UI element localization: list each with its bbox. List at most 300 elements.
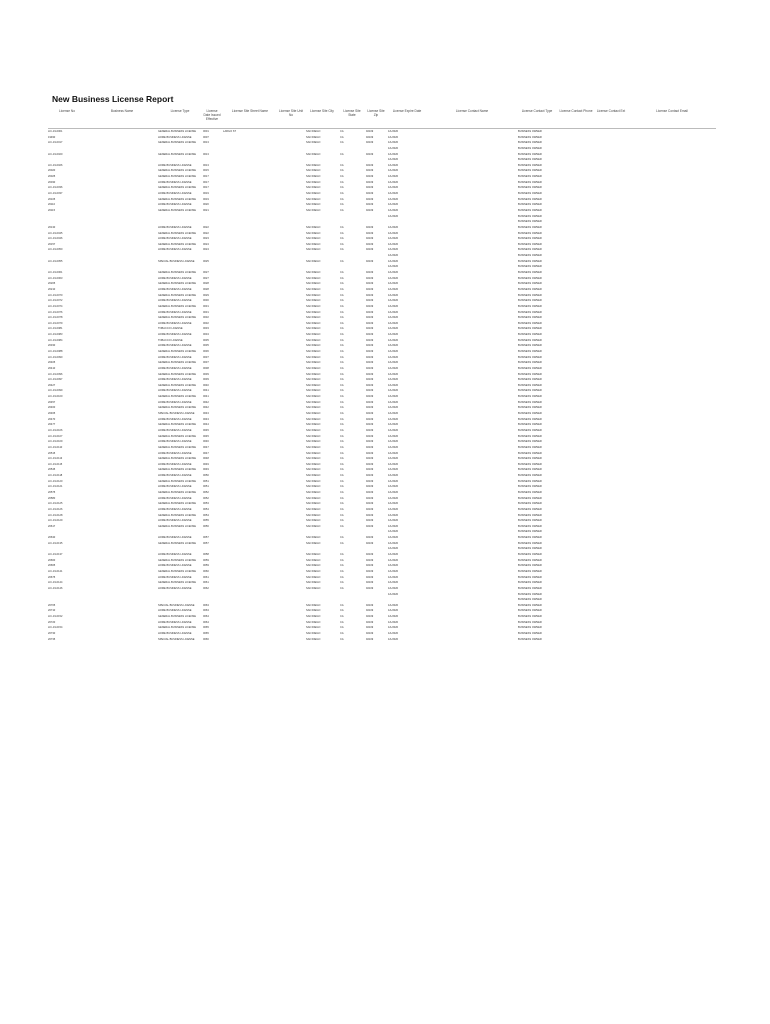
table-cell: 1/1/2020: [388, 316, 399, 320]
table-cell: 0048: [203, 457, 209, 461]
table-cell: SAN DIEGO: [306, 304, 321, 308]
table-cell: 1/1/2020: [388, 524, 399, 528]
table-cell: LIC-19-0017: [48, 141, 63, 145]
table-cell: 20330: [48, 344, 56, 348]
table-cell: 92109: [366, 225, 374, 229]
table-cell: BUSINESS OWNER: [518, 581, 542, 585]
table-cell: BUSINESS OWNER: [518, 496, 542, 500]
table-cell: 0065: [203, 626, 209, 630]
table-cell: BUSINESS OWNER: [518, 502, 542, 506]
table-cell: 20410: [48, 366, 56, 370]
table-cell: SAN DIEGO: [306, 524, 321, 528]
table-cell: 20710: [48, 609, 56, 613]
table-cell: GENERAL BUSINESS LICENSE: [158, 349, 196, 353]
table-cell: 0039: [203, 378, 209, 382]
table-cell: SAN DIEGO: [306, 632, 321, 636]
table-cell: 20705: [48, 603, 56, 607]
table-cell: SAN DIEGO: [306, 445, 321, 449]
table-cell: BUSINESS OWNER: [518, 254, 542, 258]
table-cell: CA: [340, 237, 344, 241]
table-cell: 20630: [48, 536, 56, 540]
table-cell: HOME BUSINESS LICENSE: [158, 428, 192, 432]
table-cell: BUSINESS OWNER: [518, 186, 542, 190]
table-cell: BUSINESS OWNER: [518, 598, 542, 602]
table-cell: SAN DIEGO: [306, 378, 321, 382]
table-cell: BUSINESS OWNER: [518, 513, 542, 517]
table-cell: LIC-19-0137: [48, 553, 63, 557]
table-cell: 1/1/2020: [388, 553, 399, 557]
table-cell: CA: [340, 333, 344, 337]
table-cell: CA: [340, 248, 344, 252]
table-cell: SPECIAL BUSINESS LICENSE: [158, 637, 195, 641]
table-cell: CA: [340, 541, 344, 545]
table-cell: BUSINESS OWNER: [518, 271, 542, 275]
column-header: License Site Zip: [367, 109, 385, 117]
table-cell: LIC-19-0141: [48, 569, 63, 573]
table-cell: 92109: [366, 536, 374, 540]
table-cell: 0037: [203, 361, 209, 365]
table-cell: BUSINESS OWNER: [518, 603, 542, 607]
table-cell: 1/1/2020: [388, 609, 399, 613]
table-cell: CA: [340, 468, 344, 472]
table-cell: SAN DIEGO: [306, 581, 321, 585]
table-cell: 1/1/2020: [388, 259, 399, 263]
table-cell: 0017: [203, 180, 209, 184]
table-cell: 1/1/2020: [388, 299, 399, 303]
table-cell: 1/1/2020: [388, 389, 399, 393]
table-cell: 92109: [366, 474, 374, 478]
table-cell: SAN DIEGO: [306, 564, 321, 568]
table-cell: 92109: [366, 383, 374, 387]
table-cell: LIC-19-0118: [48, 474, 63, 478]
table-cell: 1/1/2020: [388, 434, 399, 438]
table-cell: HOME BUSINESS LICENSE: [158, 519, 192, 523]
table-cell: SAN DIEGO: [306, 417, 321, 421]
table-cell: CA: [340, 203, 344, 207]
column-header: License Site City: [310, 109, 334, 113]
table-cell: 0049: [203, 462, 209, 466]
table-cell: GENERAL BUSINESS LICENSE: [158, 457, 196, 461]
column-header: License Expire Date: [392, 109, 422, 113]
table-cell: SPECIAL BUSINESS LICENSE: [158, 412, 195, 416]
table-cell: 1/1/2020: [388, 282, 399, 286]
table-cell: BUSINESS OWNER: [518, 214, 542, 218]
column-header: License Type: [170, 109, 190, 113]
table-cell: GENERAL BUSINESS LICENSE: [158, 361, 196, 365]
table-cell: SAN DIEGO: [306, 276, 321, 280]
table-cell: 92109: [366, 395, 374, 399]
table-cell: LIC-19-0128: [48, 513, 63, 517]
table-cell: CA: [340, 575, 344, 579]
table-cell: 0054: [203, 507, 209, 511]
table-cell: 0043: [203, 417, 209, 421]
table-cell: SAN DIEGO: [306, 192, 321, 196]
table-cell: 1/1/2020: [388, 378, 399, 382]
table-cell: TOBACCO LICENSE: [158, 327, 183, 331]
table-cell: 0022: [203, 231, 209, 235]
table-cell: 92109: [366, 479, 374, 483]
table-cell: BUSINESS OWNER: [518, 383, 542, 387]
table-cell: BUSINESS OWNER: [518, 530, 542, 534]
table-cell: CA: [340, 175, 344, 179]
table-cell: BUSINESS OWNER: [518, 316, 542, 320]
table-cell: BUSINESS OWNER: [518, 586, 542, 590]
table-cell: 20130: [48, 225, 56, 229]
table-cell: CA: [340, 406, 344, 410]
table-cell: 0052: [203, 491, 209, 494]
table-cell: 92109: [366, 299, 374, 303]
table-cell: HOME BUSINESS LICENSE: [158, 609, 192, 613]
table-cell: HOME BUSINESS LICENSE: [158, 536, 192, 540]
table-cell: 92109: [366, 338, 374, 342]
table-cell: HOME BUSINESS LICENSE: [158, 366, 192, 370]
table-cell: SAN DIEGO: [306, 423, 321, 427]
table-cell: 0013: [203, 163, 209, 167]
table-cell: 1/1/2020: [388, 197, 399, 201]
table-cell: 1/1/2020: [388, 192, 399, 196]
table-cell: 1/1/2020: [388, 327, 399, 331]
table-cell: HOME BUSINESS LICENSE: [158, 564, 192, 568]
table-cell: 92109: [366, 271, 374, 275]
table-cell: SAN DIEGO: [306, 355, 321, 359]
table-cell: BUSINESS OWNER: [518, 282, 542, 286]
table-cell: 1/1/2020: [388, 208, 399, 212]
table-cell: SAN DIEGO: [306, 135, 321, 139]
table-cell: BUSINESS OWNER: [518, 417, 542, 421]
table-cell: 92109: [366, 237, 374, 241]
table-cell: 0037: [203, 355, 209, 359]
table-cell: HOME BUSINESS LICENSE: [158, 310, 192, 314]
table-cell: 1/1/2020: [388, 271, 399, 275]
table-cell: HOME BUSINESS LICENSE: [158, 355, 192, 359]
table-cell: 0031: [203, 310, 209, 314]
table-cell: GENERAL BUSINESS LICENSE: [158, 615, 196, 619]
table-cell: SAN DIEGO: [306, 457, 321, 461]
table-cell: HOME BUSINESS LICENSE: [158, 135, 192, 139]
table-cell: 1/1/2020: [388, 626, 399, 630]
table-cell: 1/1/2020: [388, 231, 399, 235]
table-cell: 0045: [203, 428, 209, 432]
table-cell: 20110: [48, 203, 56, 207]
table-cell: 1/1/2020: [388, 592, 399, 596]
table-cell: LIC-19-0061: [48, 271, 63, 275]
table-cell: HOME BUSINESS LICENSE: [158, 575, 192, 579]
table-cell: BUSINESS OWNER: [518, 406, 542, 410]
table-cell: 1/1/2020: [388, 428, 399, 432]
table-cell: BUSINESS OWNER: [518, 355, 542, 359]
table-cell: 92109: [366, 163, 374, 167]
table-cell: 0064: [203, 620, 209, 624]
table-cell: 1/1/2020: [388, 575, 399, 579]
table-cell: CA: [340, 355, 344, 359]
table-cell: LIC-19-0046: [48, 237, 63, 241]
table-cell: 92109: [366, 575, 374, 579]
table-cell: 0049: [203, 468, 209, 472]
table-cell: BUSINESS OWNER: [518, 287, 542, 291]
table-cell: 1/1/2020: [388, 558, 399, 562]
table-cell: CA: [340, 338, 344, 342]
table-cell: 0050: [203, 474, 209, 478]
table-cell: HOME BUSINESS LICENSE: [158, 440, 192, 444]
table-cell: LIC-19-0120: [48, 479, 63, 483]
table-cell: 0017: [203, 175, 209, 179]
table-cell: CA: [340, 445, 344, 449]
table-cell: GENERAL BUSINESS LICENSE: [158, 372, 196, 376]
table-cell: HOME BUSINESS LICENSE: [158, 344, 192, 348]
table-cell: 1/1/2020: [388, 169, 399, 173]
table-cell: 0023: [203, 237, 209, 241]
table-cell: BUSINESS OWNER: [518, 462, 542, 466]
table-cell: LARGO ST: [223, 130, 237, 133]
table-cell: 92109: [366, 428, 374, 432]
table-cell: BUSINESS OWNER: [518, 361, 542, 365]
table-cell: 20515: [48, 451, 56, 455]
table-cell: SAN DIEGO: [306, 180, 321, 184]
table-cell: BUSINESS OWNER: [518, 445, 542, 449]
table-cell: GENERAL BUSINESS LICENSE: [158, 197, 196, 201]
column-header: License Contact Ext: [596, 109, 626, 113]
table-cell: CA: [340, 620, 344, 624]
table-cell: BUSINESS OWNER: [518, 203, 542, 207]
table-cell: BUSINESS OWNER: [518, 304, 542, 308]
table-cell: 0055: [203, 519, 209, 523]
table-cell: 0044: [203, 423, 209, 427]
table-cell: BUSINESS OWNER: [518, 389, 542, 393]
table-cell: LIC-19-0110: [48, 445, 63, 449]
table-cell: SAN DIEGO: [306, 575, 321, 579]
table-cell: CA: [340, 389, 344, 393]
table-cell: SAN DIEGO: [306, 197, 321, 201]
table-cell: SAN DIEGO: [306, 361, 321, 365]
table-cell: 92109: [366, 507, 374, 511]
table-cell: LIC-19-0144: [48, 581, 63, 585]
table-cell: BUSINESS OWNER: [518, 299, 542, 303]
table-cell: SAN DIEGO: [306, 462, 321, 466]
table-cell: BUSINESS OWNER: [518, 259, 542, 263]
table-cell: HOME BUSINESS LICENSE: [158, 225, 192, 229]
table-cell: 1/1/2020: [388, 440, 399, 444]
table-cell: LIC-19-0106: [48, 428, 63, 432]
table-cell: CA: [340, 412, 344, 416]
table-cell: CA: [340, 524, 344, 528]
table-cell: BUSINESS OWNER: [518, 609, 542, 613]
table-cell: GENERAL BUSINESS LICENSE: [158, 524, 196, 528]
table-cell: CA: [340, 349, 344, 353]
table-cell: LIC-19-0107: [48, 434, 63, 438]
table-cell: CA: [340, 231, 344, 235]
table-cell: LIC-19-0135: [48, 541, 63, 545]
table-cell: SAN DIEGO: [306, 299, 321, 303]
table-cell: BUSINESS OWNER: [518, 457, 542, 461]
table-cell: GENERAL BUSINESS LICENSE: [158, 169, 196, 173]
table-cell: 1/1/2020: [388, 276, 399, 280]
table-cell: 1/1/2020: [388, 225, 399, 229]
table-cell: BUSINESS OWNER: [518, 485, 542, 489]
table-cell: HOME BUSINESS LICENSE: [158, 474, 192, 478]
table-cell: BUSINESS OWNER: [518, 440, 542, 444]
table-cell: 92109: [366, 310, 374, 314]
table-cell: SAN DIEGO: [306, 282, 321, 286]
table-cell: 1/1/2020: [388, 163, 399, 167]
table-cell: 20157: [48, 242, 56, 246]
table-cell: 92109: [366, 141, 374, 145]
table-cell: 20020: [48, 169, 56, 173]
table-cell: LIC-19-0081: [48, 327, 63, 331]
table-cell: 1/1/2020: [388, 349, 399, 353]
table-cell: 0058: [203, 553, 209, 557]
table-cell: LIC-19-0121: [48, 485, 63, 489]
table-cell: 20025: [48, 175, 56, 179]
table-cell: 92109: [366, 423, 374, 427]
table-cell: 0020: [203, 203, 209, 207]
table-cell: BUSINESS OWNER: [518, 412, 542, 416]
table-cell: SAN DIEGO: [306, 349, 321, 353]
table-cell: 92109: [366, 378, 374, 382]
table-cell: BUSINESS OWNER: [518, 400, 542, 404]
table-cell: LIC-19-0055: [48, 259, 63, 263]
table-cell: GENERAL BUSINESS LICENSE: [158, 513, 196, 517]
table-cell: LIC-19-0078: [48, 316, 63, 320]
table-cell: BUSINESS OWNER: [518, 237, 542, 241]
table-cell: LIC-19-0097: [48, 378, 63, 382]
table-cell: SAN DIEGO: [306, 468, 321, 472]
table-cell: 92109: [366, 152, 374, 156]
table-cell: 20575: [48, 491, 56, 494]
table-cell: 92109: [366, 541, 374, 545]
table-cell: BUSINESS OWNER: [518, 491, 542, 494]
table-cell: LIC-19-0001: [48, 130, 63, 133]
table-cell: GENERAL BUSINESS LICENSE: [158, 491, 196, 494]
table-cell: SAN DIEGO: [306, 395, 321, 399]
table-cell: GENERAL BUSINESS LICENSE: [158, 304, 196, 308]
table-cell: LIC-19-0074: [48, 304, 63, 308]
table-cell: CA: [340, 507, 344, 511]
table-header: [48, 110, 716, 128]
table-cell: SAN DIEGO: [306, 186, 321, 190]
table-cell: 0062: [203, 586, 209, 590]
table-cell: GENERAL BUSINESS LICENSE: [158, 423, 196, 427]
table-cell: GENERAL BUSINESS LICENSE: [158, 152, 196, 156]
table-cell: 92109: [366, 333, 374, 337]
table-cell: BUSINESS OWNER: [518, 231, 542, 235]
table-cell: 92109: [366, 135, 374, 139]
table-cell: 1/1/2020: [388, 474, 399, 478]
table-cell: GENERAL BUSINESS LICENSE: [158, 479, 196, 483]
table-cell: 0036: [203, 349, 209, 353]
table-cell: SAN DIEGO: [306, 479, 321, 483]
table-cell: 92109: [366, 406, 374, 410]
table-cell: CA: [340, 259, 344, 263]
table-cell: 20470: [48, 417, 56, 421]
table-cell: 92109: [366, 603, 374, 607]
table-cell: GENERAL BUSINESS LICENSE: [158, 293, 196, 297]
table-cell: BUSINESS OWNER: [518, 564, 542, 568]
table-cell: HOME BUSINESS LICENSE: [158, 163, 192, 167]
table-cell: LIC-19-0129: [48, 519, 63, 523]
table-cell: 92109: [366, 615, 374, 619]
table-cell: CA: [340, 632, 344, 636]
table-cell: CA: [340, 327, 344, 331]
table-cell: 0045: [203, 434, 209, 438]
table-cell: SAN DIEGO: [306, 389, 321, 393]
table-cell: 92109: [366, 197, 374, 201]
table-cell: 92109: [366, 502, 374, 506]
table-cell: 1/1/2020: [388, 333, 399, 337]
table-cell: 92109: [366, 321, 374, 325]
table-cell: CA: [340, 457, 344, 461]
table-cell: SPECIAL BUSINESS LICENSE: [158, 603, 195, 607]
table-cell: 0066: [203, 637, 209, 641]
table-cell: 1/1/2020: [388, 287, 399, 291]
table-cell: GENERAL BUSINESS LICENSE: [158, 445, 196, 449]
table-cell: 0042: [203, 400, 209, 404]
table-cell: CA: [340, 502, 344, 506]
table-cell: HOME BUSINESS LICENSE: [158, 378, 192, 382]
table-cell: 1/1/2020: [388, 502, 399, 506]
table-cell: 1/1/2020: [388, 519, 399, 523]
table-cell: GENERAL BUSINESS LICENSE: [158, 502, 196, 506]
table-cell: CA: [340, 451, 344, 455]
table-cell: BUSINESS OWNER: [518, 620, 542, 624]
table-cell: CA: [340, 423, 344, 427]
table-cell: 1/1/2020: [388, 620, 399, 624]
table-cell: GENERAL BUSINESS LICENSE: [158, 130, 196, 133]
table-cell: HOME BUSINESS LICENSE: [158, 237, 192, 241]
table-cell: CA: [340, 383, 344, 387]
table-cell: GENERAL BUSINESS LICENSE: [158, 541, 196, 545]
table-row: [48, 637, 716, 643]
table-cell: BUSINESS OWNER: [518, 428, 542, 432]
table-cell: 0007: [203, 135, 209, 139]
table-cell: 0065: [203, 632, 209, 636]
table-cell: 92109: [366, 293, 374, 297]
table-cell: 1/1/2020: [388, 344, 399, 348]
table-cell: 20405: [48, 361, 56, 365]
table-cell: 0043: [203, 412, 209, 416]
table-cell: 92109: [366, 637, 374, 641]
table-cell: 20205: [48, 282, 56, 286]
table-cell: 1/1/2020: [388, 146, 399, 150]
table-cell: 1/1/2020: [388, 507, 399, 511]
table-cell: LIC-19-0152: [48, 615, 63, 619]
table-cell: CA: [340, 180, 344, 184]
table-cell: SAN DIEGO: [306, 502, 321, 506]
column-header: Business Name: [110, 109, 134, 113]
table-cell: BUSINESS OWNER: [518, 349, 542, 353]
table-cell: LIC-19-0100: [48, 395, 63, 399]
table-cell: CA: [340, 474, 344, 478]
table-cell: BUSINESS OWNER: [518, 372, 542, 376]
table-cell: CA: [340, 208, 344, 212]
table-cell: 20105: [48, 197, 56, 201]
table-cell: 1/1/2020: [388, 541, 399, 545]
table-cell: 0051: [203, 479, 209, 483]
table-cell: SAN DIEGO: [306, 519, 321, 523]
table-cell: LIC-19-0090: [48, 355, 63, 359]
table-cell: 1/1/2020: [388, 417, 399, 421]
table-cell: 1/1/2020: [388, 338, 399, 342]
table-cell: 0061: [203, 581, 209, 585]
table-cell: HOME BUSINESS LICENSE: [158, 451, 192, 455]
table-cell: 0041: [203, 389, 209, 393]
table-cell: GENERAL BUSINESS LICENSE: [158, 581, 196, 585]
table-cell: BUSINESS OWNER: [518, 615, 542, 619]
table-cell: 0035: [203, 344, 209, 348]
table-cell: GENERAL BUSINESS LICENSE: [158, 468, 196, 472]
table-cell: SAN DIEGO: [306, 491, 321, 494]
table-cell: BUSINESS OWNER: [518, 395, 542, 399]
table-cell: 1/1/2020: [388, 135, 399, 139]
